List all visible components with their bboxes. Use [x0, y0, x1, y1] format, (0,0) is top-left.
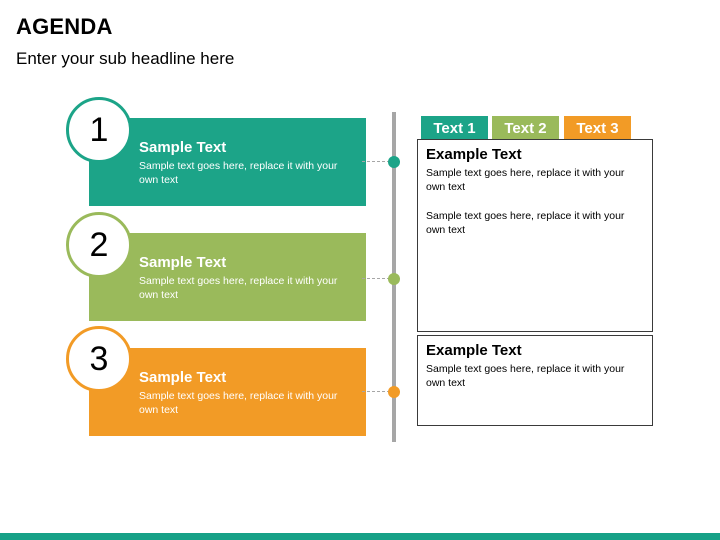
panel-title: Example Text: [426, 342, 522, 359]
agenda-number-circle-1: 1: [66, 97, 132, 163]
tab-text-2[interactable]: Text 2: [492, 116, 559, 140]
agenda-band-text: Sample text goes here, replace it with your own text: [139, 160, 338, 186]
timeline-dot-1: [388, 156, 400, 168]
agenda-band-title: Sample Text: [139, 369, 227, 386]
panel-paragraph: Sample text goes here, replace it with your own text: [426, 210, 625, 236]
agenda-number-circle-3: 3: [66, 326, 132, 392]
panel-paragraph: Sample text goes here, replace it with your own text: [426, 363, 625, 389]
agenda-band-text: Sample text goes here, replace it with your own text: [139, 275, 338, 301]
footer-bar: [0, 533, 720, 540]
panel-title: Example Text: [426, 146, 522, 163]
agenda-band-title: Sample Text: [139, 254, 227, 271]
agenda-band-text: Sample text goes here, replace it with your own text: [139, 390, 338, 416]
page-title: AGENDA: [16, 14, 113, 39]
example-panel-2: [417, 335, 653, 426]
connector-dash-1: [362, 161, 390, 162]
panel-paragraph: Sample text goes here, replace it with your own text: [426, 167, 625, 193]
timeline-dot-2: [388, 273, 400, 285]
connector-dash-2: [362, 278, 390, 279]
tab-text-3[interactable]: Text 3: [564, 116, 631, 140]
page-subtitle: Enter your sub headline here: [16, 49, 235, 68]
connector-dash-3: [362, 391, 390, 392]
tab-text-1[interactable]: Text 1: [421, 116, 488, 140]
timeline-dot-3: [388, 386, 400, 398]
example-panel-1: [417, 139, 653, 332]
agenda-band-title: Sample Text: [139, 139, 227, 156]
agenda-number-circle-2: 2: [66, 212, 132, 278]
